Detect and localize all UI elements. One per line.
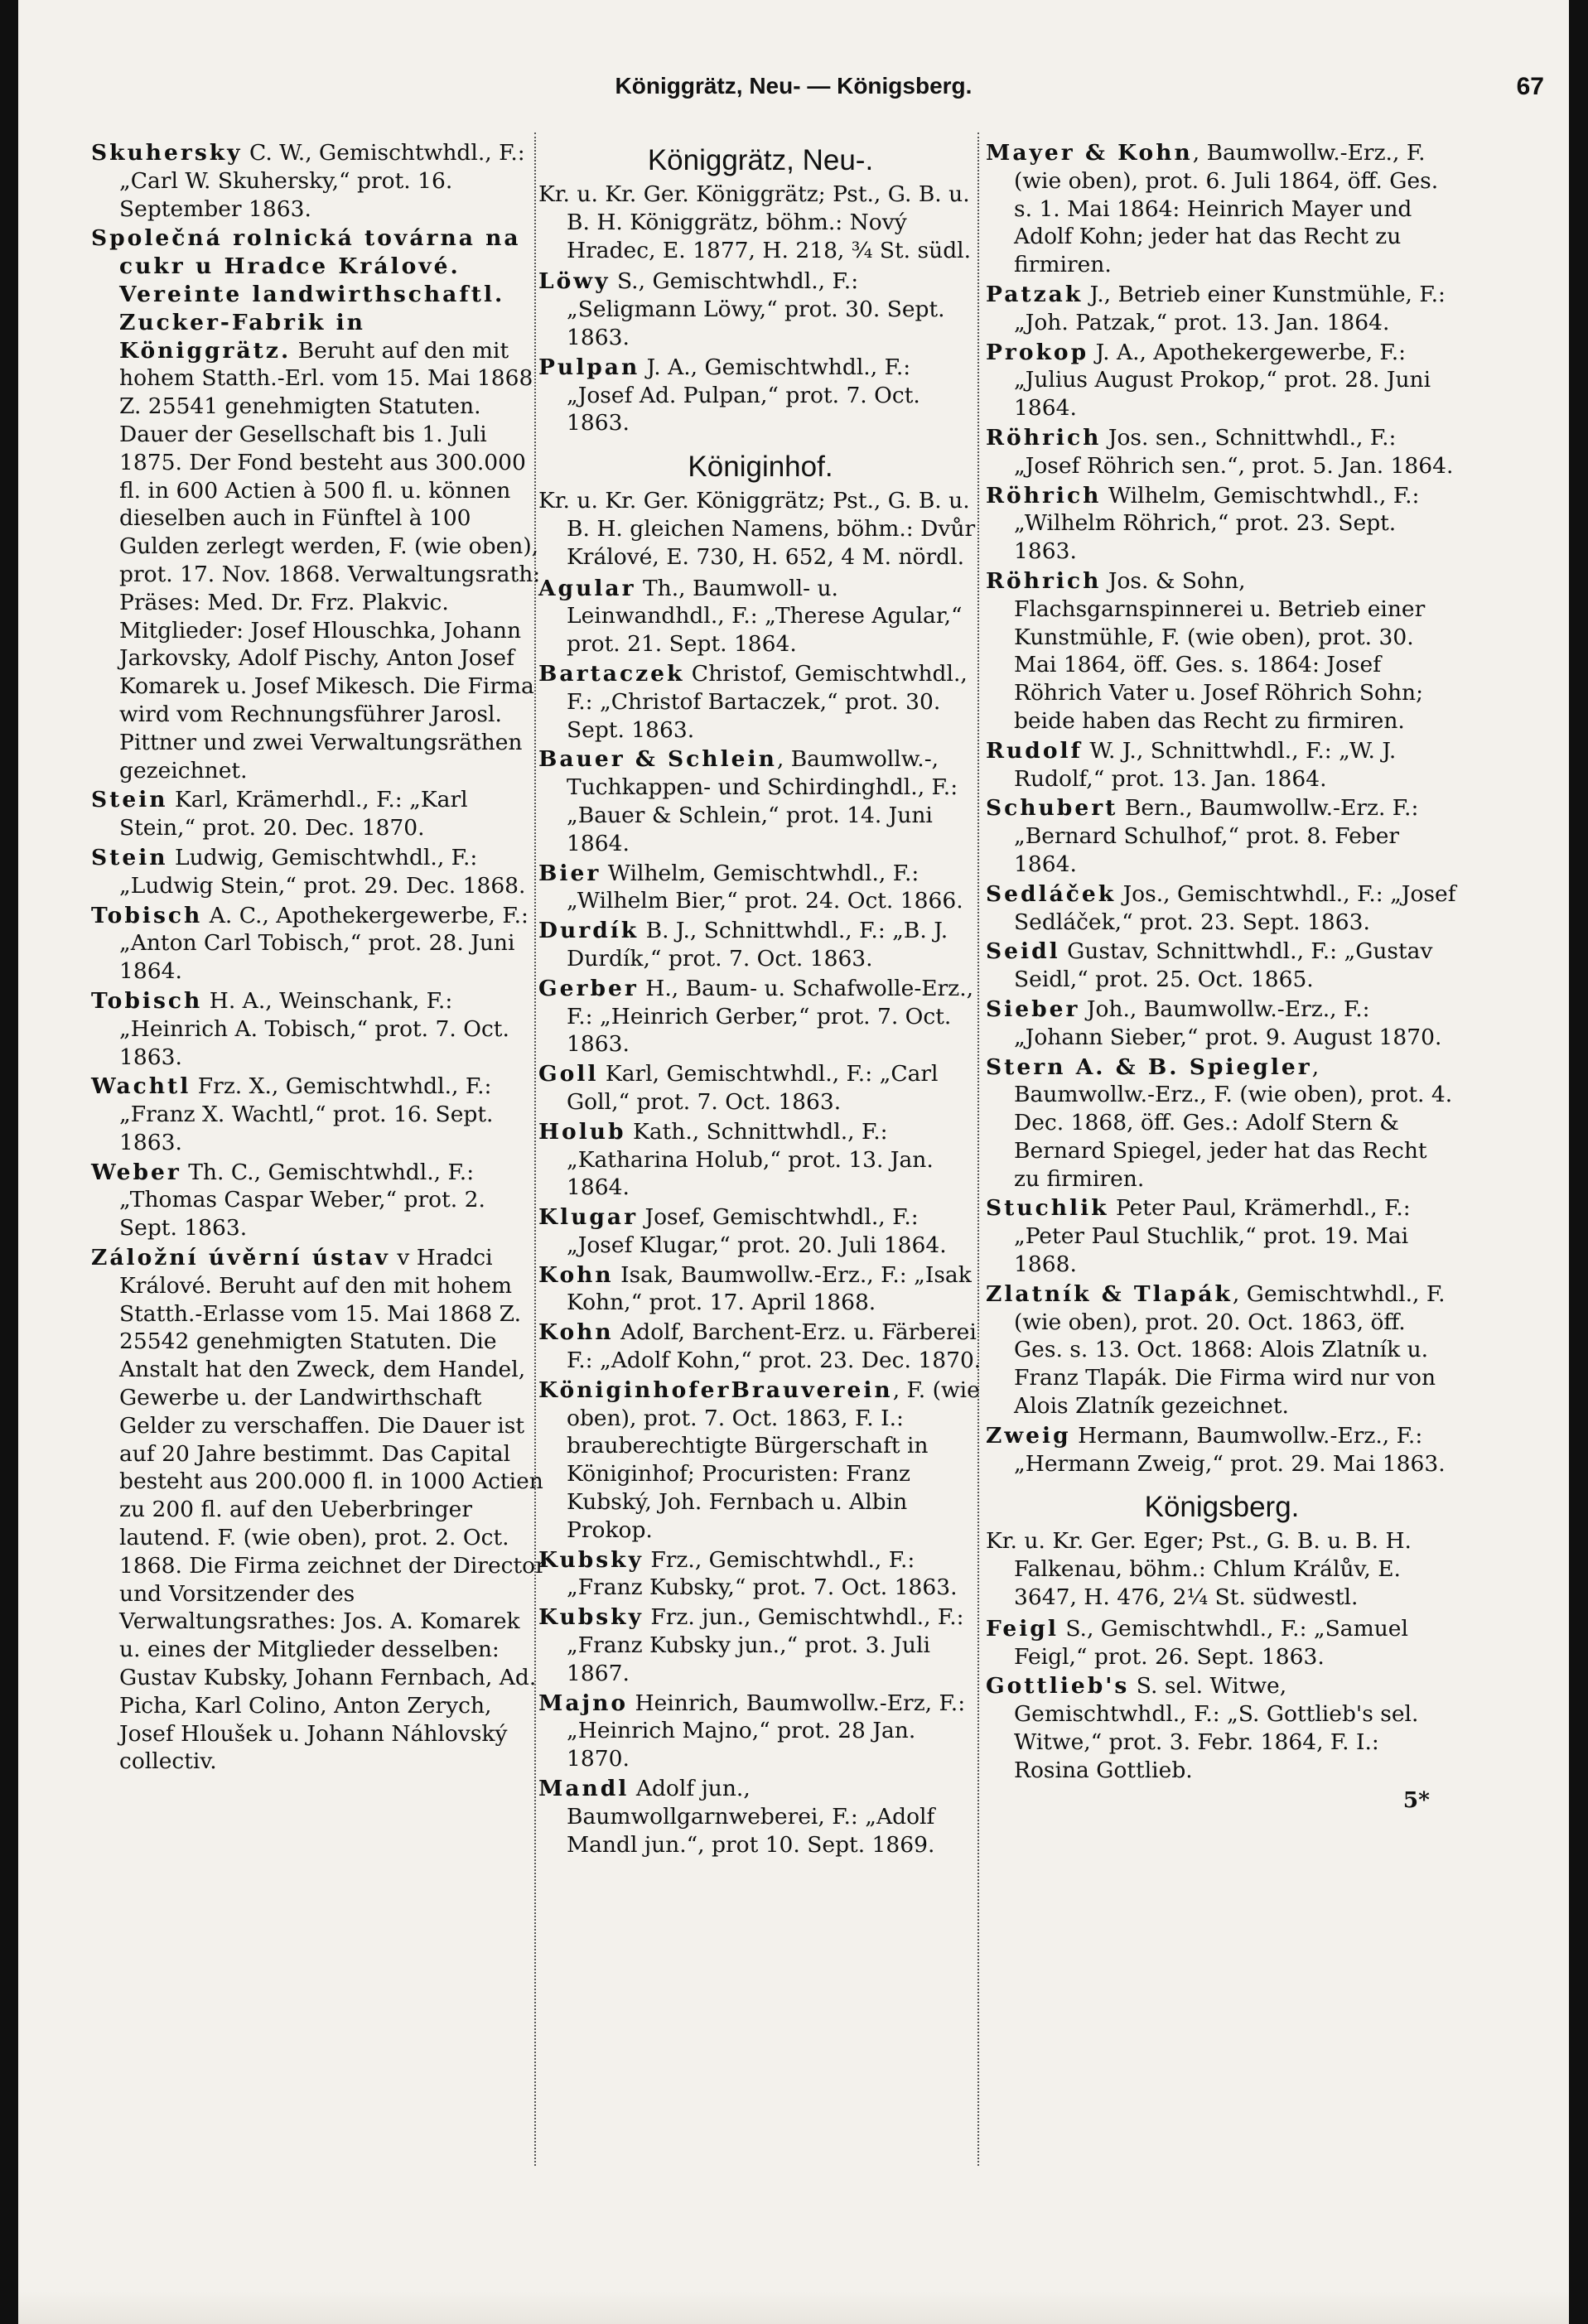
- place-description: Kr. u. Kr. Ger. Königgrätz; Pst., G. B. u. B. H. gleichen Namens, böhm.: Dvůr Králové, E. 730, H. 652, 4 M. nördl.: [538, 488, 976, 570]
- directory-entry: Kohn Adolf, Barchent-Erz. u. Färberei F.: „Adolf Kohn,“ prot. 23. Dec. 1870.: [538, 1319, 982, 1374]
- directory-entry: Bier Wilhelm, Gemischtwhdl., F.: „Wilhelm Bier,“ prot. 24. Oct. 1866.: [538, 860, 963, 914]
- directory-entry: Mandl Adolf jun., Baumwollgarnweberei, F.: „Adolf Mandl jun.“, prot 10. Sept. 1869.: [538, 1776, 935, 1858]
- directory-entry: Bartaczek Christof, Gemischtwhdl., F.: „Christof Bartaczek,“ prot. 30. Sept. 1863.: [538, 660, 968, 743]
- directory-entry: Goll Karl, Gemischtwhdl., F.: „Carl Goll,“ prot. 7. Oct. 1863.: [538, 1061, 939, 1115]
- directory-entry: Zweig Hermann, Baumwollw.-Erz., F.: „Hermann Zweig,“ prot. 29. Mai 1863.: [986, 1422, 1446, 1477]
- place-heading: Königinhof.: [688, 451, 833, 484]
- directory-entry: Wachtl Frz. X., Gemischtwhdl., F.: „Franz X. Wachtl,“ prot. 16. Sept. 1863.: [91, 1073, 494, 1155]
- place-description: Kr. u. Kr. Ger. Königgrätz; Pst., G. B. u. B. H. Königgrätz, böhm.: Nový Hradec, E. 1877, H. 218, ¾ St. südl.: [538, 181, 972, 263]
- place-description: Kr. u. Kr. Ger. Eger; Pst., G. B. u. B. H. Falkenau, böhm.: Chlum Králův, E. 3647, H. 476, 2¼ St. südwestl.: [986, 1528, 1412, 1611]
- page-bottom-edge: [18, 2291, 1569, 2324]
- directory-entry: Agular Th., Baumwoll- u. Leinwandhdl., F.: „Therese Agular,“ prot. 21. Sept. 1864.: [538, 575, 963, 658]
- place-heading: Königgrätz, Neu-.: [647, 144, 874, 176]
- page-header: [18, 73, 1569, 106]
- directory-page: [18, 0, 1569, 2324]
- directory-entry: Holub Kath., Schnittwhdl., F.: „Katharina Holub,“ prot. 13. Jan. 1864.: [538, 1118, 934, 1201]
- directory-entry: Röhrich Jos. & Sohn, Flachsgarnspinnerei u. Betrieb einer Kunstmühle, F. (wie oben), prot. 30. Mai 1864, öff. Ges. s. 1864: Josef Röhrich Vater u. Josef Röhrich Sohn; beide haben das Recht zu firmiren.: [986, 567, 1426, 734]
- directory-entry: Durdík B. J., Schnittwhdl., F.: „B. J. Durdík,“ prot. 7. Oct. 1863.: [538, 918, 948, 972]
- directory-entry: Mayer & Kohn, Baumwollw.-Erz., F. (wie oben), prot. 6. Juli 1864, öff. Ges. s. 1. Mai 1864: Heinrich Mayer und Adolf Kohn; jeder hat das Recht zu firmiren.: [986, 140, 1439, 278]
- directory-entry: Röhrich Jos. sen., Schnittwhdl., F.: „Josef Röhrich sen.“, prot. 5. Jan. 1864.: [986, 424, 1454, 479]
- left-column: [91, 139, 547, 1777]
- directory-entry: Schubert Bern., Baumwollw.-Erz. F.: „Bernard Schulhof,“ prot. 8. Feber 1864.: [986, 795, 1419, 877]
- directory-entry: Skuhersky C. W., Gemischtwhdl., F.: „Carl W. Skuhersky,“ prot. 16. September 1863.: [91, 140, 525, 222]
- place-heading: Königsberg.: [1144, 1491, 1300, 1524]
- middle-column: [538, 139, 982, 1860]
- directory-entry: Zlatník & Tlapák, Gemischtwhdl., F. (wie oben), prot. 20. Oct. 1863, öff. Ges. s. 13. Oct. 1868: Alois Zlatník u. Franz Tlapák. Die Firma wird nur von Alois Zlatník gezeichnet.: [986, 1280, 1446, 1420]
- directory-entry: Gerber H., Baum- u. Schafwolle-Erz., F.: „Heinrich Gerber,“ prot. 7. Oct. 1863.: [538, 975, 974, 1058]
- right-column: [986, 139, 1458, 1814]
- directory-entry: Majno Heinrich, Baumwollw.-Erz, F.: „Heinrich Majno,“ prot. 28 Jan. 1870.: [538, 1690, 966, 1772]
- directory-entry: Kubsky Frz. jun., Gemischtwhdl., F.: „Franz Kubsky jun.,“ prot. 3. Juli 1867.: [538, 1604, 964, 1686]
- printer-signature-mark: 5*: [1402, 1786, 1430, 1813]
- directory-entry: KöniginhoferBrauverein, F. (wie oben), prot. 7. Oct. 1863, F. I.: brauberechtigte Bürgerschaft in Königinhof; Procuristen: Franz Kubský, Joh. Fernbach u. Albin Prokop.: [538, 1377, 980, 1543]
- directory-entry: Kohn Isak, Baumwollw.-Erz., F.: „Isak Kohn,“ prot. 17. April 1868.: [538, 1261, 972, 1316]
- directory-entry: Záložní úvěrní ústav v Hradci Králové. Beruht auf den mit hohem Statth.-Erlasse vom 15. Mai 1868 Z. 25542 genehmigten Statuten. Die Anstalt hat den Zweck, dem Handel, Gewerbe u. der Landwirthschaft Gelder zu verschaffen. Die Dauer ist auf 20 Jahre bestimmt. Das Capital besteht aus 200.000 fl. in 1000 Actien zu 200 fl. auf den Ueberbringer lautend. F. (wie oben), prot. 2. Oct. 1868. Die Firma zeichnet der Director und Vorsitzender des Verwaltungsrathes: Jos. A. Komarek u. eines der Mitglieder desselben: Gustav Kubsky, Johann Fernbach, Ad. Picha, Karl Colino, Anton Zerych, Josef Hloušek u. Johann Náhlovský collectiv.: [91, 1245, 546, 1775]
- directory-entry: Löwy S., Gemischtwhdl., F.: „Seligmann Löwy,“ prot. 30. Sept. 1863.: [538, 268, 945, 350]
- directory-entry: Gottlieb's S. sel. Witwe, Gemischtwhdl., F.: „S. Gottlieb's sel. Witwe,“ prot. 3. Febr. 1864, F. I.: Rosina Gottlieb.: [986, 1673, 1419, 1783]
- directory-entry: Pulpan J. A., Gemischtwhdl., F.: „Josef Ad. Pulpan,“ prot. 7. Oct. 1863.: [538, 354, 920, 436]
- directory-entry: Sedláček Jos., Gemischtwhdl., F.: „Josef Sedláček,“ prot. 23. Sept. 1863.: [986, 880, 1456, 935]
- directory-entry: Stein Ludwig, Gemischtwhdl., F.: „Ludwig Stein,“ prot. 29. Dec. 1868.: [91, 844, 526, 899]
- running-head: Königgrätz, Neu- — Königsberg.: [615, 73, 973, 99]
- directory-entry: Feigl S., Gemischtwhdl., F.: „Samuel Feigl,“ prot. 26. Sept. 1863.: [986, 1615, 1408, 1670]
- directory-entry: Stuchlik Peter Paul, Krämerhdl., F.: „Peter Paul Stuchlik,“ prot. 19. Mai 1868.: [986, 1195, 1411, 1278]
- directory-entry: Bauer & Schlein, Baumwollw.-, Tuchkappen- und Schirdinghdl., F.: „Bauer & Schlein,“ prot. 14. Juni 1864.: [538, 746, 958, 856]
- directory-entry: Tobisch A. C., Apothekergewerbe, F.: „Anton Carl Tobisch,“ prot. 28. Juni 1864.: [91, 902, 529, 985]
- directory-entry: Prokop J. A., Apothekergewerbe, F.: „Julius August Prokop,“ prot. 28. Juni 1864.: [986, 339, 1431, 422]
- directory-entry: Seidl Gustav, Schnittwhdl., F.: „Gustav Seidl,“ prot. 25. Oct. 1865.: [986, 938, 1433, 993]
- directory-entry: Röhrich Wilhelm, Gemischtwhdl., F.: „Wilhelm Röhrich,“ prot. 23. Sept. 1863.: [986, 482, 1420, 565]
- directory-entry: Společná rolnická továrna na cukr u Hradce Králové. Vereinte landwirthschaftl. Zucker-Fabrik in Königgrätz. Beruht auf den mit hohem Statth.-Erl. vom 15. Mai 1868 Z. 25541 genehmigten Statuten. Dauer der Gesellschaft bis 1. Juli 1875. Der Fond besteht aus 300.000 fl. in 600 Actien à 500 fl. u. können dieselben auch in Fünftel à 100 Gulden zerlegt werden, F. (wie oben), prot. 17. Nov. 1868. Verwaltungsrath: Präses: Med. Dr. Frz. Plakvic. Mitglieder: Josef Hlouschka, Johann Jarkovsky, Adolf Pischy, Anton Josef Komarek u. Josef Mikesch. Die Firma wird vom Rechnungsführer Jarosl. Pittner und zwei Verwaltungsräthen gezeichnet.: [91, 225, 541, 784]
- directory-entry: Weber Th. C., Gemischtwhdl., F.: „Thomas Caspar Weber,“ prot. 2. Sept. 1863.: [91, 1159, 485, 1242]
- directory-entry: Rudolf W. J., Schnittwhdl., F.: „W. J. Rudolf,“ prot. 13. Jan. 1864.: [986, 737, 1397, 792]
- directory-entry: Patzak J., Betrieb einer Kunstmühle, F.: „Joh. Patzak,“ prot. 13. Jan. 1864.: [986, 281, 1446, 335]
- page-number: 67: [1516, 73, 1544, 100]
- directory-entry: Stern A. & B. Spiegler, Baumwollw.-Erz., F. (wie oben), prot. 4. Dec. 1868, öff. Ges.: Adolf Stern & Bernard Spiegel, jeder hat das Recht zu firmiren.: [986, 1054, 1453, 1192]
- directory-entry: Kubsky Frz., Gemischtwhdl., F.: „Franz Kubsky,“ prot. 7. Oct. 1863.: [538, 1546, 958, 1601]
- directory-entry: Tobisch H. A., Weinschank, F.: „Heinrich A. Tobisch,“ prot. 7. Oct. 1863.: [91, 987, 509, 1070]
- directory-entry: Sieber Joh., Baumwollw.-Erz., F.: „Johann Sieber,“ prot. 9. August 1870.: [986, 996, 1442, 1050]
- directory-entry: Klugar Josef, Gemischtwhdl., F.: „Josef Klugar,“ prot. 20. Juli 1864.: [538, 1204, 947, 1258]
- directory-entry: Stein Karl, Krämerhdl., F.: „Karl Stein,“ prot. 20. Dec. 1870.: [91, 787, 468, 841]
